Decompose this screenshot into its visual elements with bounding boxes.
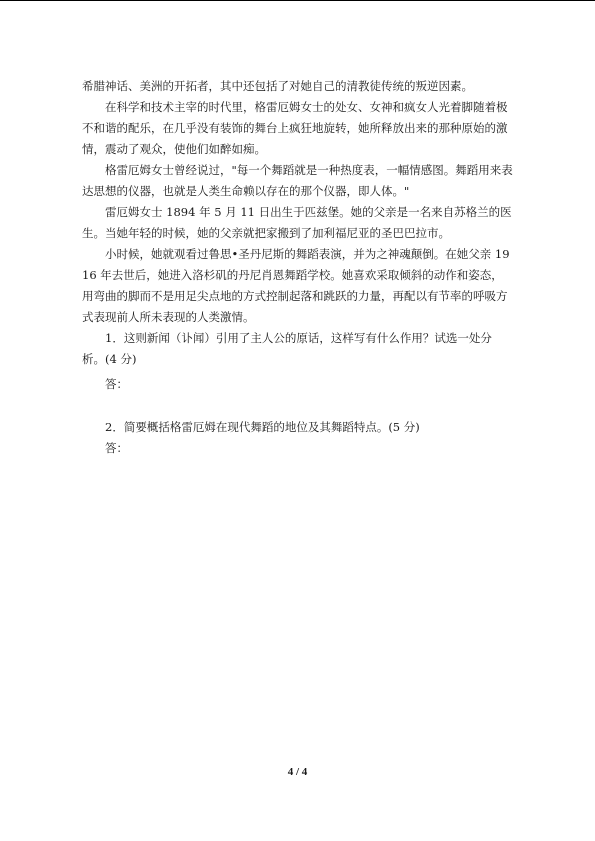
paragraph: 格雷厄姆女士曾经说过，"每一个舞蹈就是一种热度表，一幅情感图。舞蹈用来表达思想的仪器，也就是人类生命赖以存在的那个仪器，即人体。" bbox=[82, 163, 513, 198]
header-rule bbox=[0, 0, 595, 1]
paragraph: 小时候，她就观看过鲁思•圣丹尼斯的舞蹈表演，并为之神魂颠倒。在她父亲 1916 年去世后，她进入洛杉矶的丹尼肖恩舞蹈学校。她喜欢采取倾斜的动作和姿态，用弯曲的脚而不是用足尖点地的方式控制起落和跳跃的力量，再配以有节率的呼吸方式表现前人所未表现的人类激情。 bbox=[82, 247, 510, 324]
paragraph: 希腊神话、美洲的开拓者，其中还包括了对她自己的清教徒传统的叛逆因素。 bbox=[82, 79, 473, 93]
page-number: 4 / 4 bbox=[287, 766, 308, 778]
document-body bbox=[82, 76, 514, 459]
answer-label-2: 答： bbox=[105, 441, 128, 455]
question-2: 2．简要概括格雷厄姆在现代舞蹈的地位及其舞蹈特点。(5 分) bbox=[105, 420, 420, 434]
paragraph: 在科学和技术主宰的时代里，格雷厄姆女士的处女、女神和疯女人光着脚随着极不和谐的配乐，在几乎没有装饰的舞台上疯狂地旋转，她所释放出来的那种原始的激情，震动了观众，使他们如醉如痴。 bbox=[82, 100, 508, 156]
answer-label-1: 答： bbox=[105, 377, 128, 391]
paragraph: 雷厄姆女士 1894 年 5 月 11 日出生于匹兹堡。她的父亲是一名来自苏格兰的医生。当她年轻的时候，她的父亲就把家搬到了加利福尼亚的圣巴巴拉市。 bbox=[82, 205, 512, 240]
question-1: 1．这则新闻（讣闻）引用了主人公的原话，这样写有什么作用？试选一处分析。(4 分) bbox=[82, 331, 492, 366]
